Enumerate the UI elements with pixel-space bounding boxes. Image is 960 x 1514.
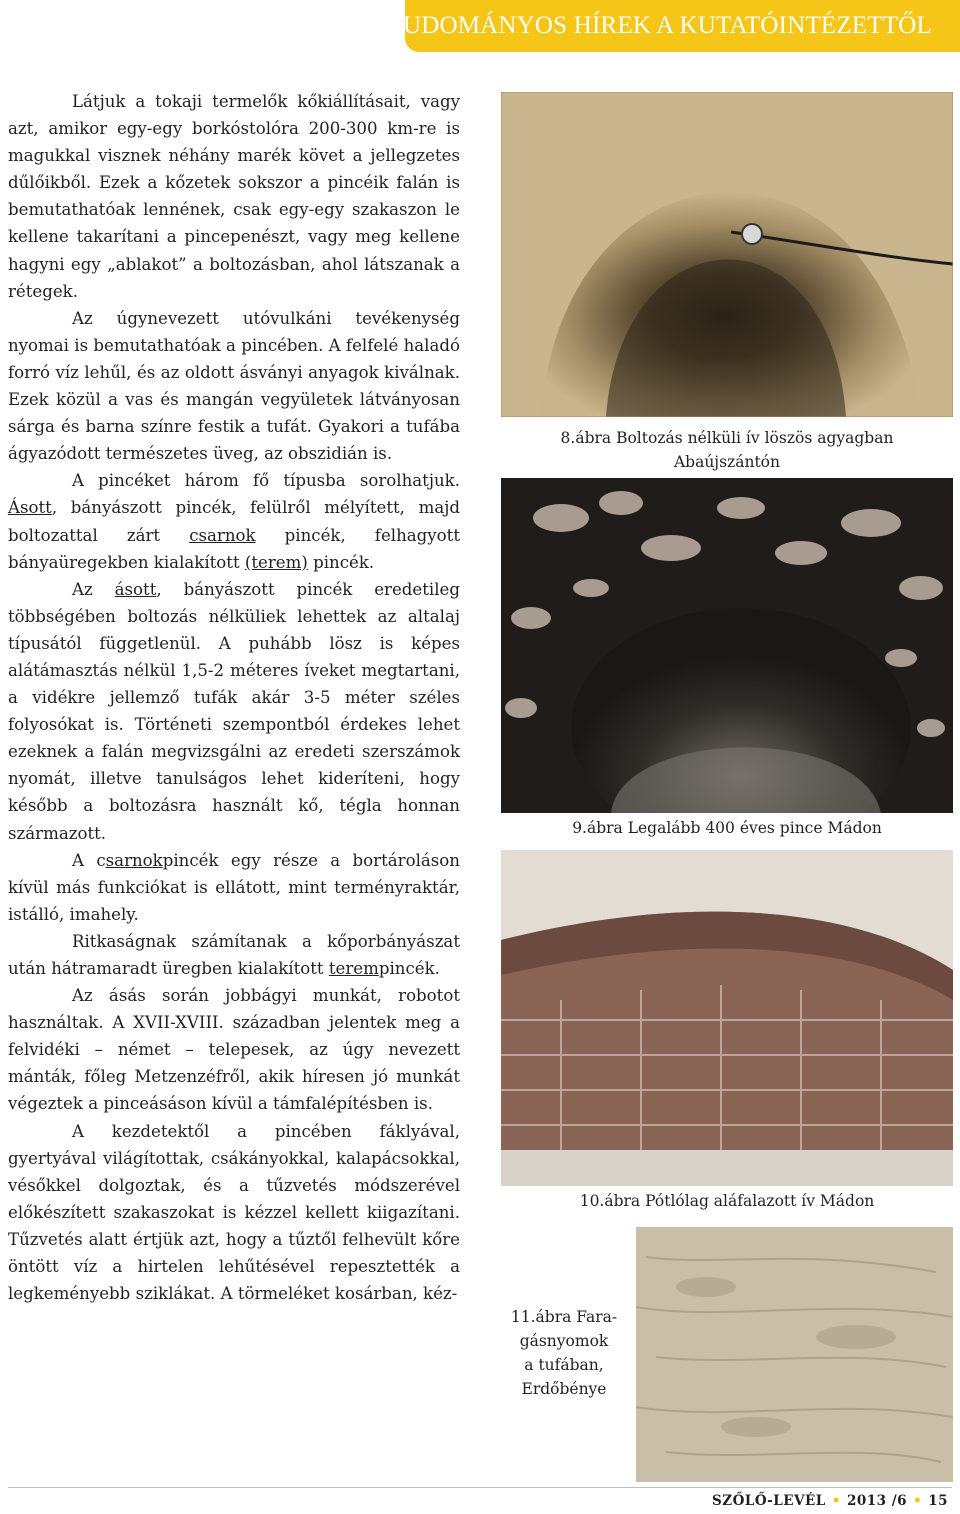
paragraph-7: Az ásás során jobbágyi munkát, robotot használtak. A XVII-XVIII. században jelentek meg a felvidéki – német – telepesek, az úgy nevezett mánták, főleg Metzenzéfről, akik híresen jó munkát végeztek a pinceásáson kívül a támfalépítésben is. [8,986,460,1114]
figure-8-caption: 8.ábra Boltozás nélküli ív löszös agyagban Abaújszántón [560,429,894,471]
paragraph-4: Az ásott, bányászott pincék eredetileg többségében boltozás nélküliek lehettek az altalaj típusától függetlenül. A puhább lösz is képes alátámasztás nélkül 1,5-2 méteres íveket megtartani, a vidékre jellemző tufák akár 3-5 méter széles folyosókat is. Történeti szempontból érdekes lehet ezeknek a falán megvizsgálni az eredeti szerszámok nyomát, illetve tanulságos lehet kideríteni, hogy később a boltozásra használt kő, tégla honnan származott. [8,579,460,843]
page-footer: SZŐLŐ-LEVÉL • 2013 /6 • 15 [712,1493,948,1509]
figure-9-caption: 9.ábra Legalább 400 éves pince Mádon [572,819,882,837]
paragraph-5: A csarnokpincék egy része a bortároláson kívül más funkciókat is ellátott, mint terményraktár, istálló, imahely. [8,850,460,924]
paragraph-3: A pincéket három fő típusba sorolhatjuk. Ásott, bányászott pincék, felülről mélyített, majd boltozattal zárt csarnok pincék, felhagyott bányaüregekben kialakított (terem) pincék. [8,471,460,572]
header-banner [387,0,960,52]
figure-11-caption: 11.ábra Fara- gásnyomok a tufában, Erdőbénye [510,1308,618,1398]
figure-10-photo [501,850,953,1186]
figure-9-photo [501,478,953,813]
paragraph-8: A kezdetektől a pincében fáklyával, gyertyával világítottak, csákányokkal, kalapácsokkal, vésőkkel dolgoztak, és a tűzvetés módszerével előkészített szakaszokat is kézzel kellett kiigazítani. Tűzvetés alatt értjük azt, hogy a tűztől felhevült kőre öntött víz a hirtelen lehűtésével repesztették a legkeményebb sziklákat. A törmeléket kosárban, kéz- [8,1121,460,1304]
article-text-column [8,88,460,1307]
page-number: 15 [928,1493,948,1509]
figure-10-caption: 10.ábra Pótlólag aláfalazott ív Mádon [579,1192,875,1210]
magazine-name: SZŐLŐ-LEVÉL [712,1493,826,1509]
paragraph-2: Az úgynevezett utóvulkáni tevékenység nyomai is bemutathatóak a pincében. A felfelé haladó forró víz lehűl, és az oldott ásványi anyagok kiválnak. Ezek közül a vas és mangán vegyületek látványosan sárga és barna színre festik a tufát. Gyakori a tufába ágyazódott természetes üveg, az obszidián is. [8,308,460,464]
section-title: TUDOMÁNYOS HÍREK A KUTATÓINTÉZETTŐL [387,12,932,39]
footer-divider [8,1487,952,1488]
figure-8-photo [501,92,953,417]
issue-number: 2013 /6 [846,1493,908,1509]
figure-11-photo [636,1227,953,1482]
paragraph-6: Ritkaságnak számítanak a kőporbányászat után hátramaradt üregben kialakított terempincék. [8,931,460,978]
paragraph-1: Látjuk a tokaji termelők kőkiállításait, vagy azt, amikor egy-egy borkóstolóra 200-300 km-re is magukkal visznek néhány marék követ a jellegzetes dűlőikből. Ezek a kőzetek sokszor a pincéik falán is bemutathatóak lennének, csak egy-egy szakaszon le kellene takarítani a pincepenészt, vagy meg kellene hagyni egy „ablakot” a boltozásban, ahol látszanak a rétegek. [8,92,460,301]
